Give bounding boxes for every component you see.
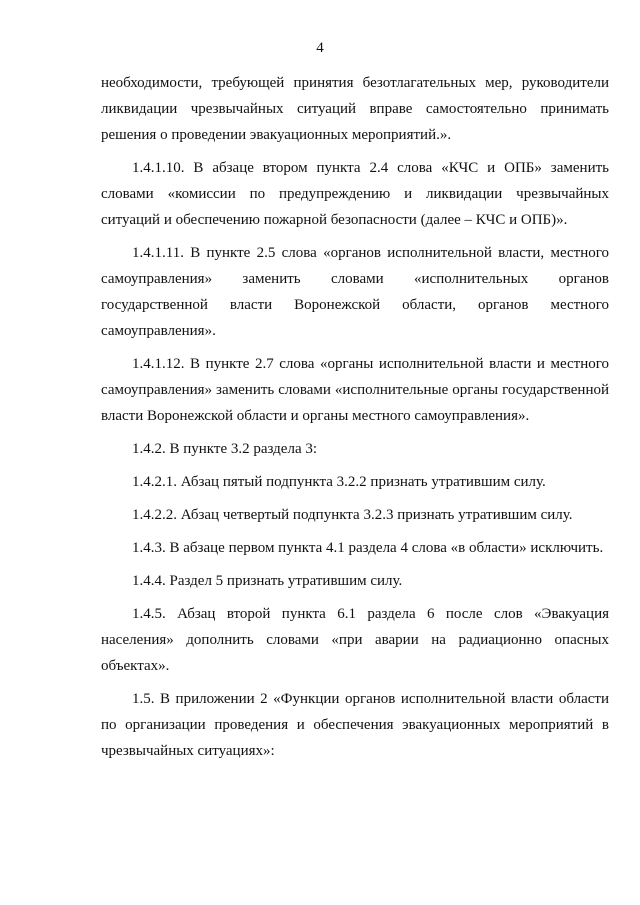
page-number: 4 [316, 40, 324, 56]
paragraph-1-5: 1.5. В приложении 2 «Функции органов исполнительной власти области по организации проведения и обеспечения эвакуационных мероприятий в чрезвычайных ситуациях»: [101, 691, 609, 759]
paragraph-1-4-4: 1.4.4. Раздел 5 признать утратившим силу. [132, 573, 403, 589]
paragraph-1-4-1-10: 1.4.1.10. В абзаце втором пункта 2.4 слова «КЧС и ОПБ» заменить словами «комиссии по предупреждению и ликвидации чрезвычайных ситуаций и обеспечению пожарной безопасности (далее – КЧС и ОПБ)». [101, 160, 609, 228]
paragraph-1-4-3: 1.4.3. В абзаце первом пункта 4.1 раздела 4 слова «в области» исключить. [132, 540, 604, 556]
paragraph-1-4-1-12: 1.4.1.12. В пункте 2.7 слова «органы исполнительной власти и местного самоуправления» заменить словами «исполнительные органы государственной власти Воронежской области и органы местного самоуправления». [101, 356, 609, 424]
paragraph-1-4-5: 1.4.5. Абзац второй пункта 6.1 раздела 6 после слов «Эвакуация населения» дополнить словами «при аварии на радиационно опасных объектах». [101, 606, 609, 674]
document-body [101, 70, 609, 771]
paragraph-1-4-1-11: 1.4.1.11. В пункте 2.5 слова «органов исполнительной власти, местного самоуправления» заменить словами «исполнительных органов государственной власти Воронежской области, органов местного самоуправления». [101, 245, 609, 339]
paragraph-1-4-2-2: 1.4.2.2. Абзац четвертый подпункта 3.2.3 признать утратившим силу. [132, 507, 573, 523]
paragraph-continuation: необходимости, требующей принятия безотлагательных мер, руководители ликвидации чрезвычайных ситуаций вправе самостоятельно принимать решения о проведении эвакуационных мероприятий.». [101, 75, 609, 143]
paragraph-1-4-2: 1.4.2. В пункте 3.2 раздела 3: [132, 441, 318, 457]
paragraph-1-4-2-1: 1.4.2.1. Абзац пятый подпункта 3.2.2 признать утратившим силу. [132, 474, 546, 490]
